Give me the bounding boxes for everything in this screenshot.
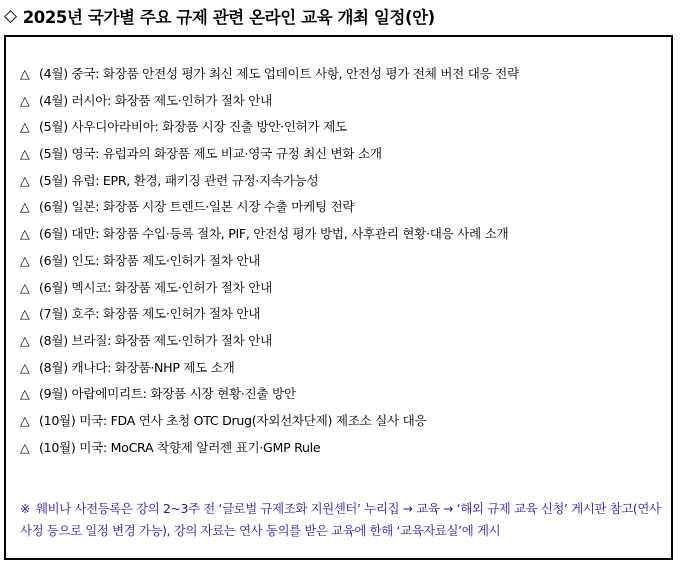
page-title-text: 2025년 국가별 주요 규제 관련 온라인 교육 개최 일정(안) [22, 8, 435, 27]
registration-note [20, 498, 666, 541]
triangle-bullet-icon: △ [20, 252, 30, 268]
list-item-text: (9월) 아랍에미리트: 화장품 시장 현황·진출 방안 [39, 386, 296, 402]
triangle-bullet-icon: △ [20, 412, 30, 428]
list-item-text: (4월) 러시아: 화장품 제도·인허가 절차 안내 [39, 92, 272, 108]
registration-note-text: 웨비나 사전등록은 강의 2~3주 전 ‘글로벌 규제조화 지원센터’ 누리집 → 교육 → ‘해외 규제 교육 신청’ 게시판 참고(연사 사정 등으로 일정 변경 가능), 강의 자료는 연사 동의를 받은 교육에 한해 ‘교육자료실’에 게시 [20, 501, 661, 538]
triangle-bullet-icon: △ [20, 306, 30, 322]
schedule-box [4, 35, 673, 560]
triangle-bullet-icon: △ [20, 199, 30, 215]
list-item [20, 435, 519, 462]
list-item-text: (10월) 미국: MoCRA 착향제 알러젠 표기·GMP Rule [39, 439, 321, 455]
list-item [20, 221, 519, 248]
list-item [20, 301, 519, 328]
list-item [20, 408, 519, 435]
triangle-bullet-icon: △ [20, 332, 30, 348]
list-item-text: (4월) 중국: 화장품 안전성 평가 최신 제도 업데이트 사항, 안전성 평가 전체 버전 대응 전략 [39, 66, 519, 81]
list-item [20, 141, 519, 168]
list-item [20, 328, 519, 355]
list-item-text: (8월) 캐나다: 화장품·NHP 제도 소개 [39, 359, 235, 375]
list-item [20, 355, 519, 382]
list-item [20, 61, 519, 88]
page-title [4, 4, 435, 28]
list-item-text: (5월) 영국: 유럽과의 화장품 제도 비교·영국 규정 최신 변화 소개 [39, 146, 382, 162]
triangle-bullet-icon: △ [20, 226, 30, 242]
list-item [20, 114, 519, 141]
list-item [20, 168, 519, 195]
list-item-text: (6월) 멕시코: 화장품 제도·인허가 절차 안내 [39, 279, 272, 295]
triangle-bullet-icon: △ [20, 119, 30, 135]
triangle-bullet-icon: △ [20, 172, 30, 188]
list-item [20, 381, 519, 408]
triangle-bullet-icon: △ [20, 386, 30, 402]
list-item-text: (10월) 미국: FDA 연사 초청 OTC Drug(자외선차단제) 제조소 실사 대응 [39, 412, 427, 428]
list-item [20, 194, 519, 221]
diamond-bullet-icon: ◇ [4, 6, 17, 26]
list-item-text: (5월) 사우디아라비아: 화장품 시장 진출 방안·인허가 제도 [39, 119, 347, 135]
triangle-bullet-icon: △ [20, 439, 30, 455]
list-item [20, 88, 519, 115]
schedule-list [20, 61, 519, 461]
list-item-text: (5월) 유럽: EPR, 환경, 패키징 관련 규정·지속가능성 [39, 172, 319, 188]
list-item-text: (7월) 호주: 화장품 제도·인허가 절차 안내 [39, 306, 261, 322]
triangle-bullet-icon: △ [20, 279, 30, 295]
triangle-bullet-icon: △ [20, 359, 30, 375]
list-item-text: (6월) 일본: 화장품 시장 트렌드·일본 시장 수출 마케팅 전략 [39, 199, 355, 215]
reference-mark-icon: ※ [20, 501, 31, 516]
list-item-text: (6월) 대만: 화장품 수입·등록 절차, PIF, 안전성 평가 방법, 사후관리 현황·대응 사례 소개 [39, 226, 509, 242]
list-item [20, 275, 519, 302]
list-item-text: (6월) 인도: 화장품 제도·인허가 절차 안내 [39, 252, 261, 268]
triangle-bullet-icon: △ [20, 66, 30, 81]
triangle-bullet-icon: △ [20, 146, 30, 162]
list-item [20, 248, 519, 275]
triangle-bullet-icon: △ [20, 92, 30, 108]
list-item-text: (8월) 브라질: 화장품 제도·인허가 절차 안내 [39, 332, 272, 348]
